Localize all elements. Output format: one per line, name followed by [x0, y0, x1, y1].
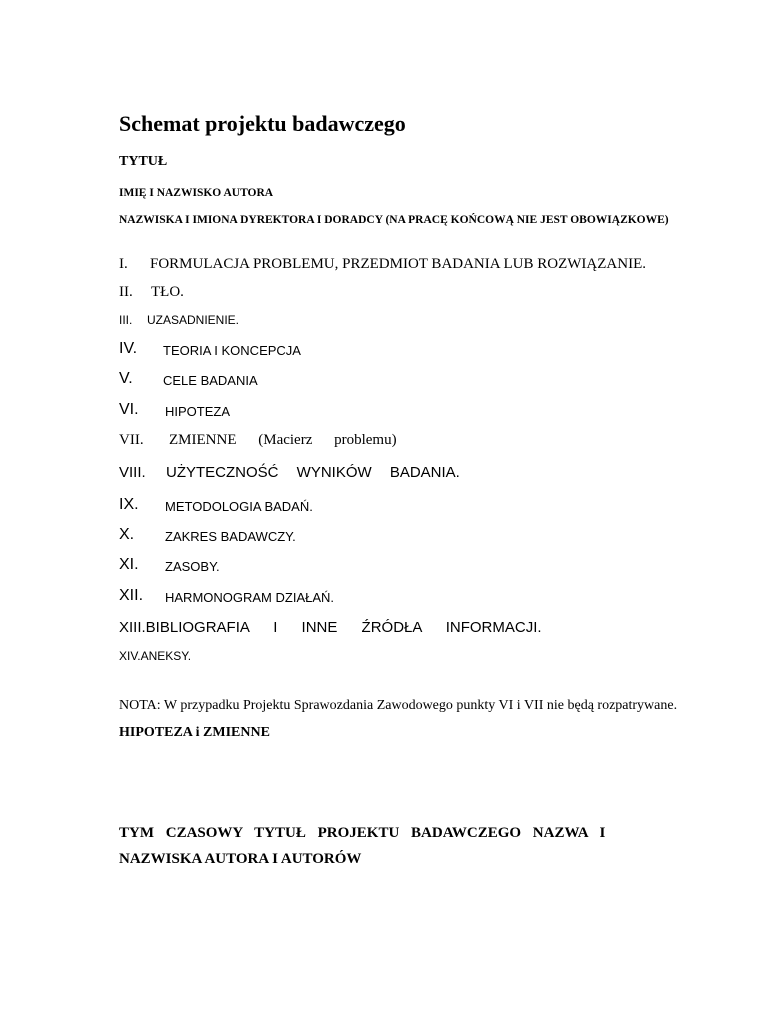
outline-text: UŻYTECZNOŚĆ WYNIKÓW BADANIA. [166, 464, 460, 481]
outline-text: CELE BADANIA [163, 373, 258, 388]
hypothesis-heading: HIPOTEZA i ZMIENNE [119, 725, 270, 740]
outline-number: X. [119, 526, 135, 543]
outline-number: XII. [119, 587, 144, 604]
outline-text: METODOLOGIA BADAŃ. [165, 499, 313, 514]
note-paragraph: NOTA: W przypadku Projektu Sprawozdania Zawodowego punkty VI i VII nie będą rozpatrywane. [119, 698, 678, 713]
outline-text: HIPOTEZA [165, 404, 231, 419]
title-field-label: TYTUŁ [119, 154, 168, 169]
outline-number: IV. [119, 340, 138, 357]
outline-number: VII. [119, 432, 144, 448]
outline-text: TEORIA I KONCEPCJA [163, 343, 301, 358]
outline-text: ZMIENNE (Macierz problemu) [169, 432, 397, 448]
outline-text: FORMULACJA PROBLEMU, PRZEDMIOT BADANIA LUB ROZWIĄZANIE. [150, 256, 646, 272]
outline-text: UZASADNIENIE. [147, 313, 240, 327]
provisional-title-line-2: NAZWISKA AUTORA I AUTORÓW [119, 851, 362, 867]
outline-number: I. [119, 256, 128, 272]
outline-text: TŁO. [151, 284, 184, 300]
outline-text: ZAKRES BADAWCZY. [165, 529, 296, 544]
outline-item-13: XIII.BIBLIOGRAFIA I INNE ŹRÓDŁA INFORMACJI. [119, 619, 542, 636]
outline-number: IX. [119, 496, 139, 513]
provisional-title-line-1: TYM CZASOWY TYTUŁ PROJEKTU BADAWCZEGO NAZWA I [119, 825, 606, 841]
outline-number: III. [119, 313, 133, 327]
document-title: Schemat projektu badawczego [119, 111, 406, 136]
outline-number: VIII. [119, 464, 146, 481]
advisor-field-label: NAZWISKA I IMIONA DYREKTORA I DORADCY (NA PRACĘ KOŃCOWĄ NIE JEST OBOWIĄZKOWE) [119, 214, 669, 226]
author-field-label: IMIĘ I NAZWISKO AUTORA [119, 187, 274, 199]
outline-text: ZASOBY. [165, 559, 220, 574]
outline-number: II. [119, 284, 133, 300]
outline-text: HARMONOGRAM DZIAŁAŃ. [165, 590, 335, 605]
outline-item-14: XIV.ANEKSY. [119, 649, 192, 663]
outline-number: V. [119, 370, 133, 387]
outline-number: VI. [119, 401, 139, 418]
outline-number: XI. [119, 556, 139, 573]
